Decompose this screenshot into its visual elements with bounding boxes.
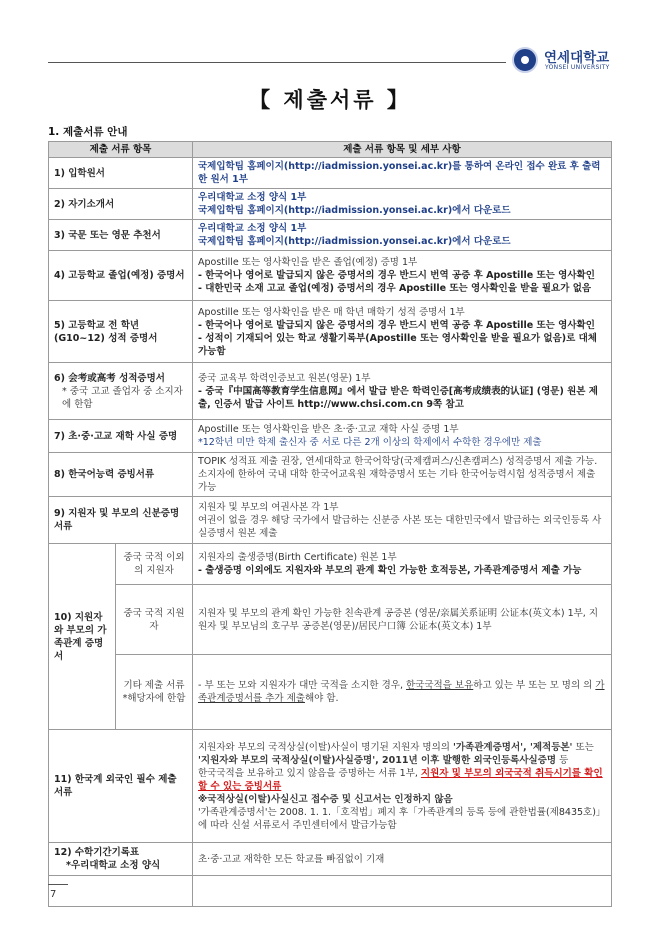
row-detail <box>193 497 612 544</box>
detail-text: Apostille 또는 영사확인을 받은 초·중·고교 재학 사실 증명 1부 <box>198 424 459 435</box>
sub-label: 중국 국적 지원자 <box>116 585 193 655</box>
header-item: 제출 서류 항목 <box>49 142 193 158</box>
detail-underlined: 한국국적을 보유 <box>406 680 474 691</box>
table-row <box>49 585 612 655</box>
row-label: 10) 지원자와 부모의 가족관계 증명서 <box>49 544 116 730</box>
row-label: 5) 고등학교 전 학년(G10~12) 성적 증명서 <box>49 301 193 363</box>
row-label: 12) 수학기간기록표 <box>54 847 140 858</box>
row-detail <box>193 301 612 363</box>
detail-text: - 부 또는 모와 지원자가 대만 국적을 소지한 경우, <box>198 680 406 691</box>
detail-text: Apostille 또는 영사확인을 받은 매 학년 매학기 성적 증명서 1부 <box>198 306 465 318</box>
detail-text: 또는 <box>572 741 594 753</box>
row-label: 7) 초·중·고교 재학 사실 증명 <box>49 420 193 453</box>
row-detail: 초·중·고교 재학한 모든 학교를 빠짐없이 기재 <box>193 843 612 876</box>
row-label: 4) 고등학교 졸업(예정) 증명서 <box>49 251 193 301</box>
detail-text: 지원자와 부모의 국적상실(이탈)사실이 명기된 지원자 명의의 <box>198 741 453 753</box>
detail-text: Apostille 또는 영사확인을 받은 졸업(예정) 증명 1부 <box>198 257 418 268</box>
row-detail: TOPIK 성적표 제출 권장, 연세대학교 한국어학당(국제캠퍼스/신촌캠퍼스) 성적증명서 제출 가능. 소지자에 한하여 국내 대학 한국어교육원 재학증명서 또는 기타 한국어능력시험 성적증명서 제출 가능 <box>193 453 612 497</box>
header-detail: 제출 서류 항목 및 세부 사항 <box>193 142 612 158</box>
detail-text: 하고 있는 부 또는 모 명의 의 <box>473 680 596 691</box>
table-row <box>49 843 612 876</box>
table-row <box>49 453 612 497</box>
detail-text: 국제입학팀 홈페이지(http://iadmission.yonsei.ac.kr)에서 다운로드 <box>198 205 511 216</box>
detail-text: - 대한민국 소재 고교 졸업(예정) 증명서의 경우 Apostille 또는 영사확인을 받을 필요가 없음 <box>198 283 592 294</box>
row-label: 2) 자기소개서 <box>49 189 193 220</box>
footer-rule <box>48 884 68 885</box>
page-title: 【 제출서류 】 <box>249 88 411 112</box>
table-row <box>49 730 612 843</box>
table-row <box>49 363 612 420</box>
row-detail <box>193 544 612 585</box>
university-logo <box>512 45 642 77</box>
detail-text: 등 <box>556 754 569 766</box>
table-row <box>49 544 612 585</box>
table-row <box>49 301 612 363</box>
empty-cell <box>193 876 612 907</box>
table-row <box>49 497 612 544</box>
detail-underlined: 가족관계증명서를 추가 제출 <box>198 680 605 704</box>
table-row <box>49 158 612 189</box>
row-detail: 지원자 및 부모의 관계 확인 가능한 친속관계 공증본 (영문/亲属关系证明 公证本(英文本) 1부, 지원자 및 부모님의 호구부 공증본(영문)/居民户口簿 公证本(英文本) 1부 <box>193 585 612 655</box>
detail-text: - 중국『中国高等教育学生信息网』에서 발급 받은 학력인증[高考成绩表的认证] (영문) 원본 제출, 인증서 발급 사이트 http://www.chsi.com.cn 9쪽 참고 <box>198 385 598 410</box>
table-row <box>49 189 612 220</box>
row-detail <box>193 420 612 453</box>
table-row <box>49 220 612 251</box>
detail-text: *12학년 미만 학제 출신자 중 서로 다른 2개 이상의 학제에서 수학한 경우에만 제출 <box>198 437 542 448</box>
detail-highlight: 지원자 및 부모의 외국국적 취득시기를 확인할 수 있는 증빙서류 <box>198 767 603 792</box>
row-detail <box>193 220 612 251</box>
detail-text: ※국적상실(이탈)사실신고 접수증 및 신고서는 인정하지 않음 <box>198 793 453 805</box>
logo-name-en: YONSEI UNIVERSITY <box>545 64 610 71</box>
row-detail <box>193 730 612 843</box>
detail-text: 중국 교육부 학력인증보고 원본(영문) 1부 <box>198 372 371 384</box>
empty-cell <box>49 876 193 907</box>
detail-text: 우리대학교 소정 양식 1부 <box>198 192 307 203</box>
sub-label: 중국 국적 이외의 지원자 <box>116 544 193 585</box>
detail-paragraph <box>198 741 606 767</box>
row-note: *우리대학교 소정 양식 <box>66 860 161 871</box>
university-seal-icon <box>512 47 538 73</box>
row-label-cell <box>49 843 193 876</box>
detail-paragraph <box>198 767 606 793</box>
sub-label: 기타 제출 서류 *해당자에 한함 <box>116 655 193 730</box>
detail-text: 한국국적을 보유하고 있지 않음을 증명하는 서류 1부, <box>198 767 421 779</box>
table-row-empty <box>49 876 612 907</box>
row-label-cell <box>49 363 193 420</box>
row-label: 3) 국문 또는 영문 추천서 <box>49 220 193 251</box>
row-label: 9) 지원자 및 부모의 신분증명 서류 <box>49 497 193 544</box>
row-label: 11) 한국계 외국인 필수 제출 서류 <box>49 730 193 843</box>
detail-text: - 한국어나 영어로 발급되지 않은 증명서의 경우 반드시 번역 공증 후 Apostille 또는 영사확인 <box>198 319 595 331</box>
detail-text: 국제입학팀 홈페이지(http://iadmission.yonsei.ac.kr)에서 다운로드 <box>198 236 511 247</box>
detail-text: 여권이 없을 경우 해당 국가에서 발급하는 신분증 사본 또는 대한민국에서 발급하는 외국인등록 사실증명서 원본 제출 <box>198 514 602 539</box>
detail-text: 해야 함. <box>305 693 339 704</box>
row-note: * 중국 고교 졸업자 중 소지자에 한함 <box>62 385 183 410</box>
detail-text: '가족관계증명서'는 2008. 1. 1.「호적법」폐지 후「가족관계의 등록 등에 관한법률(제8435호)」에 따라 신설 서류로서 주민센터에서 발급가능함 <box>198 806 606 831</box>
detail-text: - 한국어나 영어로 발급되지 않은 증명서의 경우 반드시 번역 공증 후 Apostille 또는 영사확인 <box>198 270 595 281</box>
detail-text: 국제입학팀 홈페이지(http://iadmission.yonsei.ac.kr)를 통하여 온라인 접수 완료 후 출력한 원서 1부 <box>198 161 601 185</box>
detail-text: - 출생증명 이외에도 지원자와 부모의 관계 확인 가능한 호적등본, 가족관계증명서 제출 가능 <box>198 565 582 576</box>
row-label: 1) 입학원서 <box>49 158 193 189</box>
detail-bold: '가족관계증명서', '제적등본' <box>452 741 573 753</box>
documents-table <box>48 141 612 907</box>
section-heading: 1. 제출서류 안내 <box>48 126 128 138</box>
table-header-row <box>49 142 612 158</box>
detail-text: - 성적이 기재되어 있는 학교 생활기록부(Apostille 또는 영사확인을 받을 필요가 없음)로 대체 가능함 <box>198 332 597 357</box>
row-detail <box>193 363 612 420</box>
row-label: 6) 会考或高考 성적증명서 <box>54 372 165 384</box>
row-detail <box>193 158 612 189</box>
row-detail <box>193 655 612 730</box>
detail-text: 지원자의 출생증명(Birth Certificate) 원본 1부 <box>198 552 397 563</box>
detail-text: 우리대학교 소정 양식 1부 <box>198 223 307 234</box>
page-number: 7 <box>50 889 57 900</box>
header-rule <box>48 62 506 63</box>
logo-name-kr: 연세대학교 <box>544 50 610 66</box>
detail-bold: '지원자와 부모의 국적상실(이탈)사실증명', 2011년 이후 발행한 외국인등록사실증명 <box>198 754 557 766</box>
row-label: 8) 한국어능력 증빙서류 <box>49 453 193 497</box>
table-row <box>49 655 612 730</box>
row-detail <box>193 251 612 301</box>
table-row <box>49 251 612 301</box>
table-row <box>49 420 612 453</box>
row-detail <box>193 189 612 220</box>
detail-text: 지원자 및 부모의 여권사본 각 1부 <box>198 501 339 513</box>
